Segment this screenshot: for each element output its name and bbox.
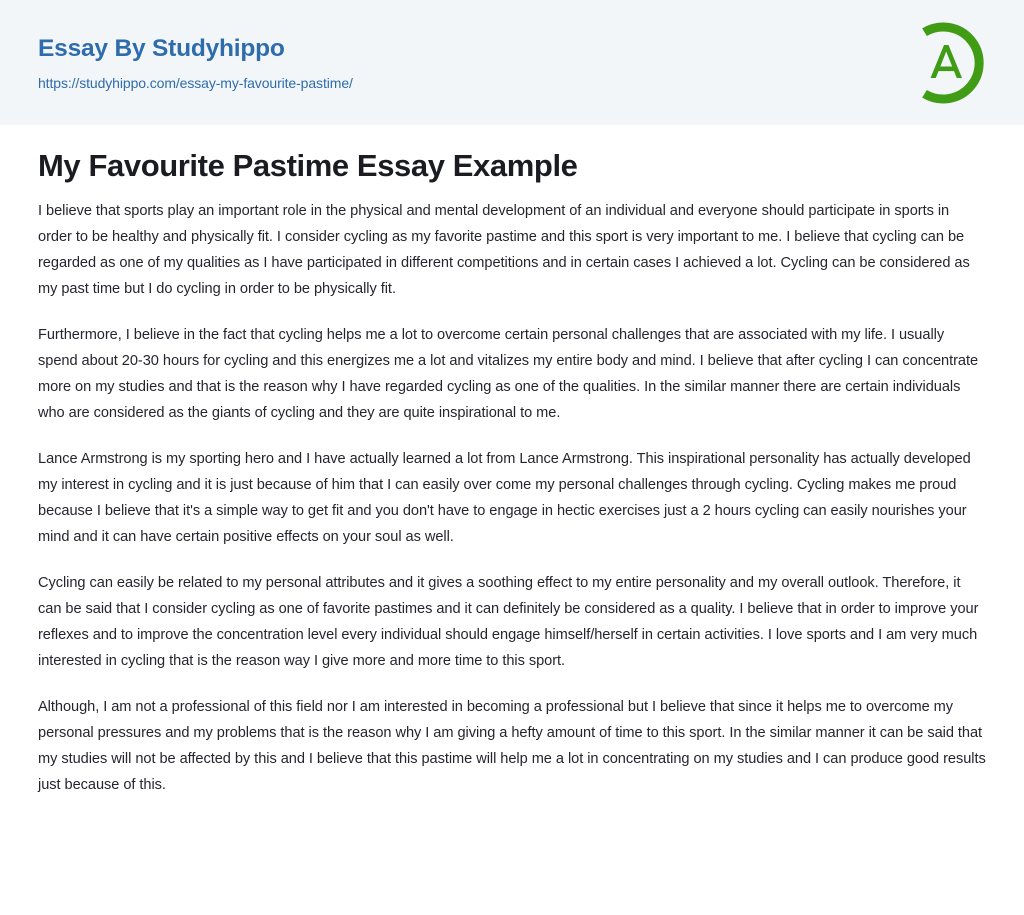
studyhippo-a-ring-logo-icon (900, 17, 992, 109)
paragraph: Lance Armstrong is my sporting hero and I have actually learned a lot from Lance Armstrong. This inspirational personality has actually developed my interest in cycling and it is just because of him that I can easily over come my personal challenges through cycling. Cycling makes me proud because I believe that it's a simple way to get fit and you don't have to engage in hectic exercises just a 2 hours cycling can easily nourishes your mind and it can have certain positive effects on your soul as well. (38, 450, 971, 545)
brand-title: Essay By Studyhippo (38, 35, 285, 62)
source-url[interactable]: https://studyhippo.com/essay-my-favourite-pastime/ (38, 74, 353, 91)
paragraph: Furthermore, I believe in the fact that cycling helps me a lot to overcome certain personal challenges that are associated with my life. I usually spend about 20-30 hours for cycling and this energizes me a lot and vitalizes my entire body and mind. I believe that after cycling I can concentrate more on my studies and that is the reason why I have regarded cycling as one of the qualities. In the similar manner there are certain individuals who are considered as the giants of cycling and they are quite inspirational to me. (38, 326, 979, 421)
paragraph: I believe that sports play an important role in the physical and mental development of an individual and everyone should participate in sports in order to be healthy and physically fit. I consider cycling as my favorite pastime and this sport is very important to me. I believe that cycling can be regarded as one of my qualities as I have participated in different competitions and in certain cases I achieved a lot. Cycling can be considered as my past time but I do cycling in order to be physically fit. (38, 202, 970, 297)
page-title: My Favourite Pastime Essay Example (38, 148, 578, 183)
site-header (0, 0, 1024, 125)
article-body (38, 186, 986, 798)
paragraph: Although, I am not a professional of this field nor I am interested in becoming a professional but I believe that since it helps me to overcome my personal pressures and my problems that is the reason why I am giving a hefty amount of time to this sport. In the similar manner it can be said that my studies will not be affected by this and I believe that this pastime will help me a lot in concentrating on my studies and I can produce good results just because of this. (38, 698, 986, 793)
paragraph: Cycling can easily be related to my personal attributes and it gives a soothing effect to my entire personality and my overall outlook. Therefore, it can be said that I consider cycling as one of favorite pastimes and it can definitely be considered as a quality. I believe that in order to improve your reflexes and to improve the concentration level every individual should engage himself/herself in certain activities. I love sports and I am very much interested in cycling that is the reason way I give more and more time to this sport. (38, 574, 979, 669)
header-text-block (38, 0, 353, 91)
article (0, 125, 1024, 798)
